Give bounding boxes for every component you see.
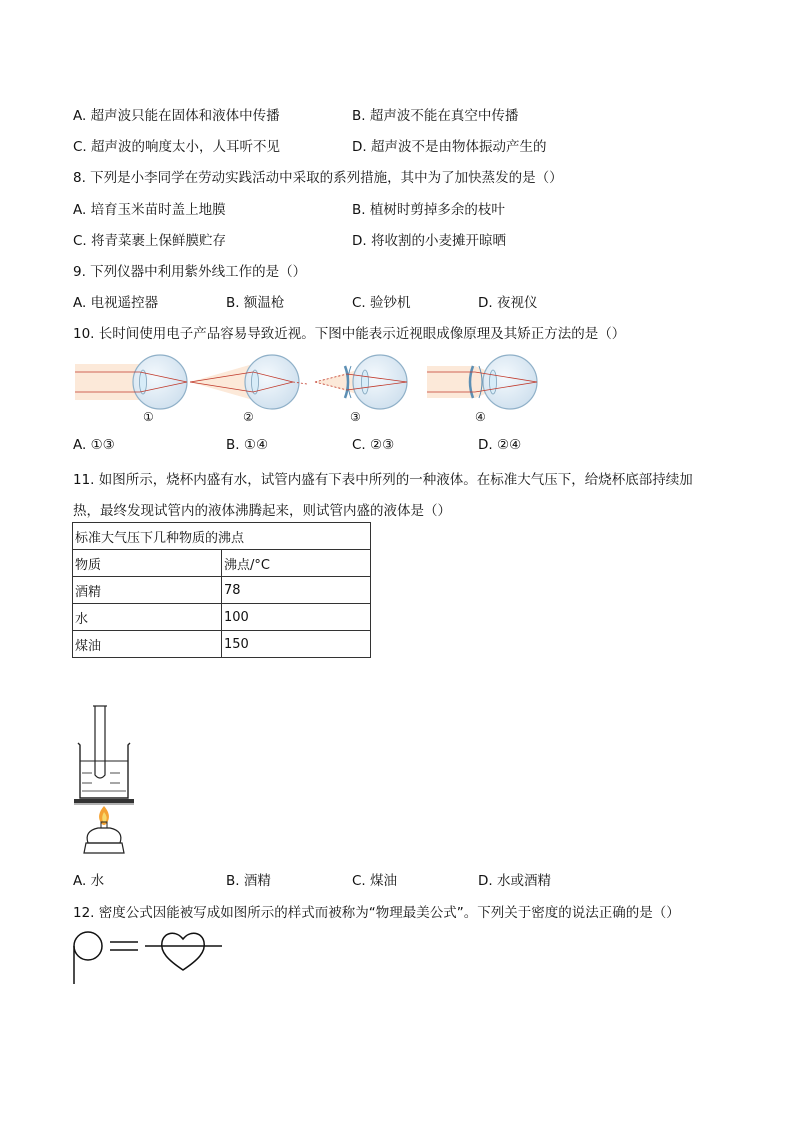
table-cell: 78 [222, 577, 371, 604]
table-cell: 100 [222, 604, 371, 631]
table-title-row [73, 523, 371, 550]
table-row [73, 604, 371, 631]
q10-stem: 10. 长时间使用电子产品容易导致近视。下图中能表示近视眼成像原理及其矫正方法的是（） [73, 326, 626, 342]
q9-option-a: A. 电视遥控器 [73, 295, 159, 311]
q12-stem: 12. 密度公式因能被写成如图所示的样式而被称为“物理最美公式”。下列关于密度的说法正确的是（） [73, 905, 680, 921]
q9-option-c: C. 验钞机 [352, 295, 411, 311]
q11-option-c: C. 煤油 [352, 873, 398, 889]
beaker-heating-figure [70, 703, 140, 858]
eye-diagram-3 [315, 355, 407, 409]
eye-label-4: ④ [475, 410, 486, 424]
rho-symbol-icon [74, 932, 102, 984]
equals-sign-icon [110, 942, 138, 950]
q9-option-d: D. 夜视仪 [478, 295, 538, 311]
q11-stem-line1: 11. 如图所示，烧杯内盛有水，试管内盛有下表中所列的一种液体。在标准大气压下，给烧杯底部持续加 [73, 472, 693, 488]
q7-option-a: A. 超声波只能在固体和液体中传播 [73, 108, 280, 124]
q11-option-d: D. 水或酒精 [478, 873, 551, 889]
q8-option-a: A. 培育玉米苗时盖上地膜 [73, 202, 226, 218]
q8-option-b: B. 植树时剪掉多余的枝叶 [352, 202, 505, 218]
q8-option-c: C. 将青菜裹上保鲜膜贮存 [73, 233, 227, 249]
beaker-icon [78, 743, 130, 798]
table-cell: 酒精 [73, 577, 222, 604]
table-cell: 煤油 [73, 631, 222, 658]
table-title: 标准大气压下几种物质的沸点 [73, 523, 371, 550]
q8-option-d: D. 将收割的小麦摊开晾晒 [352, 233, 506, 249]
eye-label-2: ② [243, 410, 254, 424]
q11-option-b: B. 酒精 [226, 873, 271, 889]
q9-stem: 9. 下列仪器中利用紫外线工作的是（） [73, 264, 307, 280]
eye-label-1: ① [143, 410, 154, 424]
table-header-substance: 物质 [73, 550, 222, 577]
table-header-row [73, 550, 371, 577]
q10-option-b: B. ①④ [226, 437, 269, 453]
q7-option-b: B. 超声波不能在真空中传播 [352, 108, 519, 124]
eye-diagram-2 [190, 355, 307, 409]
q9-option-b: B. 额温枪 [226, 295, 285, 311]
table-header-boiling-point: 沸点/°C [222, 550, 371, 577]
q10-option-c: C. ②③ [352, 437, 395, 453]
table-row [73, 577, 371, 604]
table-row [73, 631, 371, 658]
table-cell: 水 [73, 604, 222, 631]
eye-label-3: ③ [350, 410, 361, 424]
test-tube-icon [93, 706, 107, 778]
q8-stem: 8. 下列是小李同学在劳动实践活动中采取的系列措施，其中为了加快蒸发的是（） [73, 170, 563, 186]
q10-option-d: D. ②④ [478, 437, 522, 453]
q7-option-c: C. 超声波的响度太小，人耳听不见 [73, 139, 281, 155]
eye-diagram-4 [427, 355, 537, 409]
heart-icon [145, 933, 222, 970]
boiling-point-table [72, 522, 371, 658]
q10-option-a: A. ①③ [73, 437, 115, 453]
q11-option-a: A. 水 [73, 873, 105, 889]
eye-diagram-1 [75, 355, 187, 409]
alcohol-lamp-icon [84, 822, 124, 853]
table-cell: 150 [222, 631, 371, 658]
wire-gauze-icon [74, 799, 134, 803]
q7-option-d: D. 超声波不是由物体振动产生的 [352, 139, 547, 155]
density-formula-figure [70, 926, 230, 988]
q11-stem-line2: 热，最终发现试管内的液体沸腾起来，则试管内盛的液体是（） [73, 503, 451, 519]
